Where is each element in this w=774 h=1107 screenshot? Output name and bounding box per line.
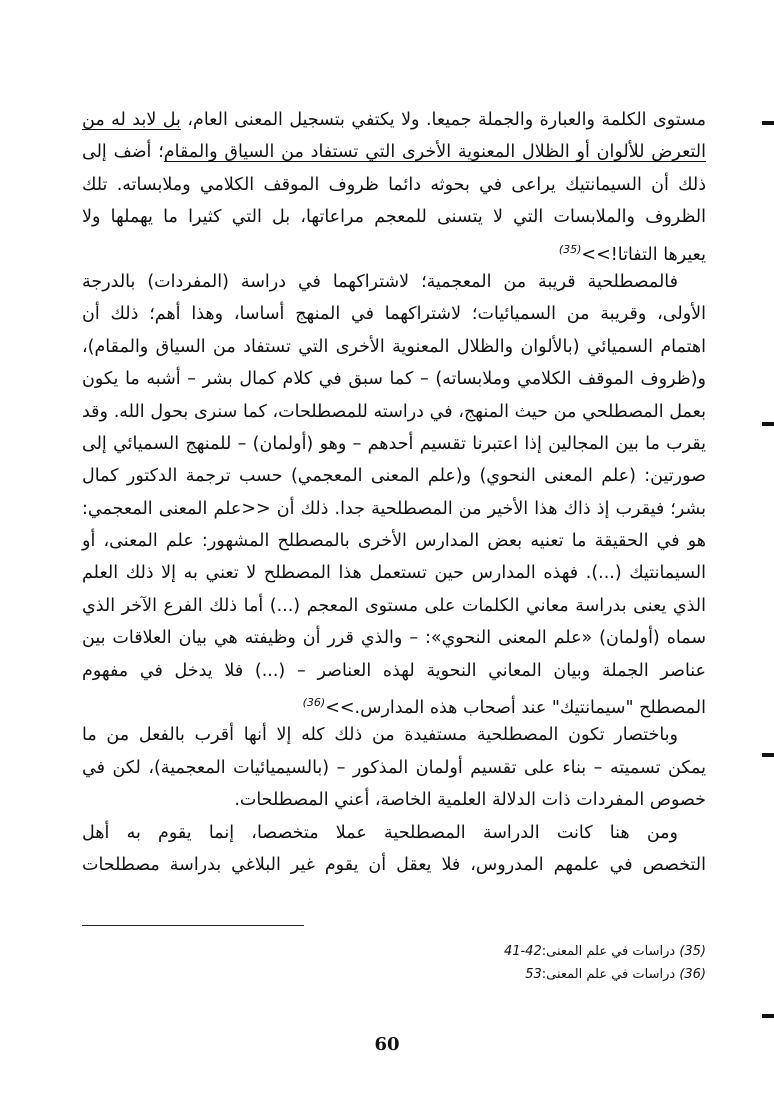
margin-mark (762, 753, 774, 757)
footnote-reference: (35) (558, 242, 582, 256)
text-segment: السيمانتيك (...). فهذه المدارس حين تستعمل هذا المصطلح لا تعني به إلا ذلك العلم (82, 563, 706, 584)
text-segment: الأولى، وقريبة من السميائيات؛ لاشتراكهما في المنهج أساسا، وهذا أهم؛ ذلك أن (82, 304, 706, 325)
text-segment: وباختصار تكون المصطلحية مستفيدة من ذلك كله إلا أنها أقرب بالفعل من ما (82, 725, 678, 746)
text-line (82, 557, 706, 589)
text-line (82, 622, 706, 654)
text-segment: هو في الحقيقة ما تعنيه بعض المدارس الأخرى بالمصطلح المشهور: علم المعنى، أو (82, 531, 706, 552)
text-segment: بعمل المصطلحي من حيث المنهج، في دراسته للمصطلحات، كما سنرى بحول الله. وقد (82, 401, 706, 422)
text-segment: المصطلح "سيمانتيك" عند أصحاب هذه المدارس.>> (325, 697, 706, 718)
footnote-pages: 53 (525, 967, 542, 982)
text-line (82, 784, 706, 816)
text-line (82, 460, 706, 492)
text-line (82, 428, 706, 460)
body-text (82, 104, 706, 881)
text-segment: فالمصطلحية قريبة من المعجمية؛ لاشتراكهما في دراسة (المفردات) بالدرجة (82, 271, 678, 292)
text-segment: التخصص في علمهم المدروس، فلا يعقل أن يقوم غير البلاغي بدراسة مصطلحات (82, 854, 706, 875)
text-segment: ؛ أضف إلى (82, 142, 164, 163)
text-line (82, 298, 706, 330)
text-line (82, 687, 706, 719)
text-segment: سماه (أولمان) «علم المعنى النحوي»: – والذي قرر أن وظيفته هي بيان العلاقات بين (82, 628, 706, 649)
margin-mark (762, 422, 774, 426)
text-segment: اهتمام السميائي (بالألوان والظلال المعنوية الأخرى التي تستفاد من السياق والمقام)، (82, 336, 706, 357)
text-line (82, 525, 706, 557)
text-line (82, 169, 706, 201)
text-line (82, 266, 706, 298)
footnote-divider (82, 925, 304, 926)
underlined-text: التعرض للألوان أو الظلال المعنوية الأخرى التي تستفاد من السياق والمقام (163, 142, 706, 163)
text-segment: عناصر الجملة وبيان المعاني النحوية لهذه العناصر – (...) فلا يدخل في مفهوم (82, 660, 706, 681)
text-segment: يمكن تسميته – بناء على تقسيم أولمان المذكور – (بالسيميائيات المعجمية)، لكن في (82, 757, 706, 778)
footnote-number: (35) (679, 944, 706, 959)
text-line (82, 590, 706, 622)
text-line (82, 655, 706, 687)
footnote-source: دراسات في علم المعنى: (541, 944, 676, 959)
text-segment: الذي يعنى بدراسة معاني الكلمات على مستوى المعجم (...) أما ذلك الفرع الآخر الذي (82, 595, 706, 616)
margin-mark (762, 1014, 774, 1018)
underlined-text: بل لابد له من (82, 110, 181, 130)
text-segment: خصوص المفردات ذات الدلالة العلمية الخاصة، أعني المصطلحات. (234, 790, 706, 811)
text-segment: ومن هنا كانت الدراسة المصطلحية عملا متخصصا، إنما يقوم به أهل (82, 822, 678, 843)
footnote-item (82, 963, 706, 986)
text-segment: يعيرها التفاتا!>> (581, 244, 706, 265)
page-number: 60 (374, 1034, 400, 1055)
text-line (82, 849, 706, 881)
text-segment: مستوى الكلمة والعبارة والجملة جميعا. ولا يكتفي بتسجيل المعنى العام، (180, 110, 706, 130)
text-segment: ذلك أن السيمانتيك يراعى في بحوثه دائما ظروف الموقف الكلامي وملابساته. تلك (82, 174, 706, 195)
footnote-reference: (36) (302, 696, 326, 710)
text-line (82, 493, 706, 525)
text-segment: و(ظروف الموقف الكلامي وملابساته) – كما سبق في كلام كمال بشر – أشبه ما يكون (82, 369, 706, 390)
text-segment: يقرب ما بين المجالين إذا اعتبرنا تقسيم أحدهم – وهو (أولمان) – للمنهج السميائي إلى (82, 433, 706, 454)
text-line (82, 331, 706, 363)
text-line (82, 201, 706, 233)
text-line (82, 363, 706, 395)
text-segment: صورتين: (علم المعنى النحوي) و(علم المعنى المعجمي) حسب ترجمة الدكتور كمال (82, 466, 706, 487)
text-segment: الظروف والملابسات التي لا يتسنى للمعجم مراعاتها، بل التي كثيرا ما يهملها ولا (82, 207, 706, 228)
text-line (82, 719, 706, 751)
text-line (82, 234, 706, 266)
footnote-pages: 41-42 (503, 944, 542, 959)
text-line (82, 396, 706, 428)
text-segment: بشر؛ فيقرب إذ ذاك هذا الأخير من المصطلحية جدا. ذلك أن <<علم المعنى المعجمي: (82, 498, 706, 519)
margin-mark (762, 121, 774, 125)
footnotes (82, 940, 706, 986)
text-line (82, 136, 706, 168)
text-line (82, 104, 706, 136)
footnote-source: دراسات في علم المعنى: (541, 967, 676, 982)
text-line (82, 752, 706, 784)
footnote-item (82, 940, 706, 963)
footnote-number: (36) (679, 967, 706, 982)
text-line (82, 817, 706, 849)
